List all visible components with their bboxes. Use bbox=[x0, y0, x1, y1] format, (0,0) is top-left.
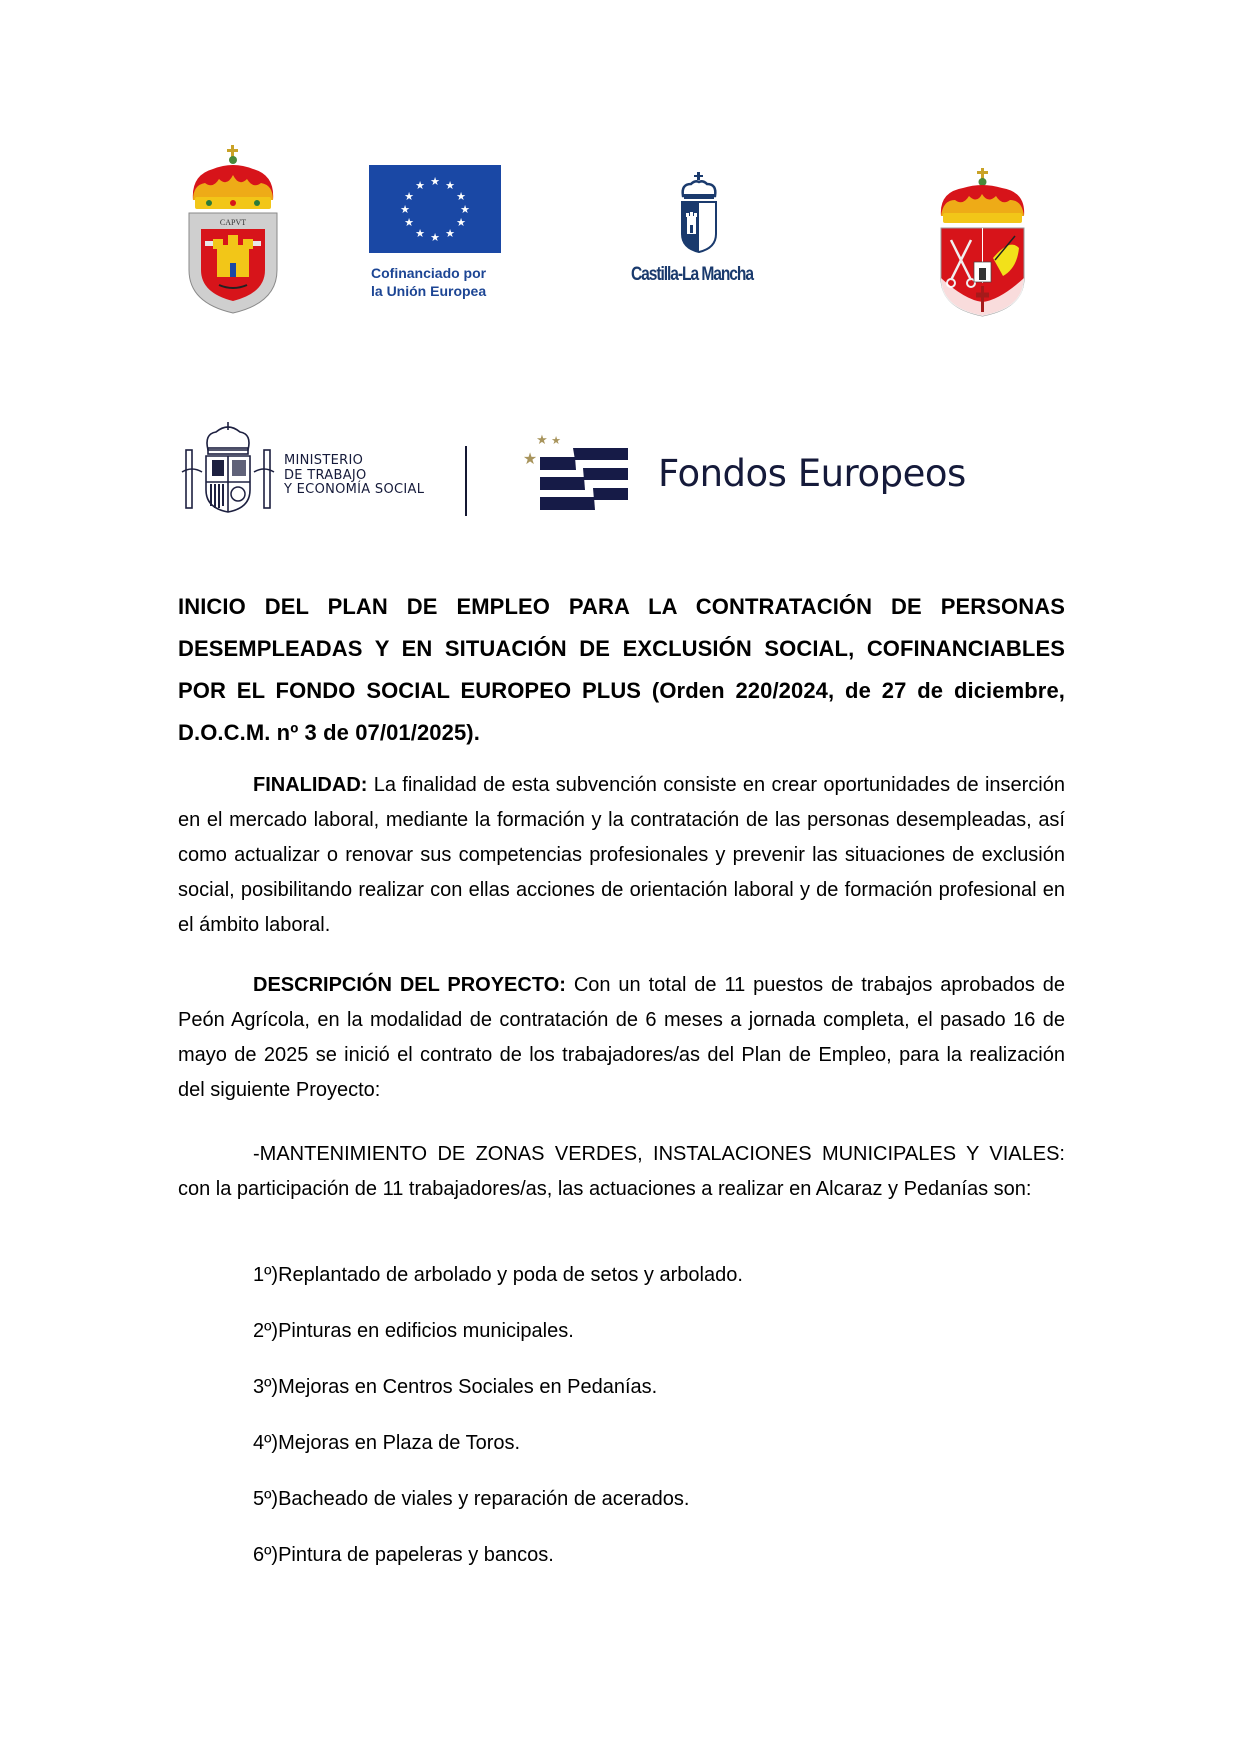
actuacion-item: 3º)Mejoras en Centros Sociales en Pedanías. bbox=[253, 1376, 658, 1398]
ministerio-line2: DE TRABAJO bbox=[284, 467, 367, 483]
svg-text:★: ★ bbox=[522, 449, 538, 468]
eu-cofinanced-logo bbox=[369, 165, 503, 305]
actuacion-item: 4º)Mejoras en Plaza de Toros. bbox=[253, 1432, 521, 1454]
coat-of-arms-icon bbox=[935, 168, 1030, 318]
svg-text:★: ★ bbox=[536, 433, 548, 448]
svg-text:★: ★ bbox=[445, 227, 455, 240]
mantenimiento-paragraph: -MANTENIMIENTO DE ZONAS VERDES, INSTALACIONES MUNICIPALES Y VIALES: con la participación de 11 trabajadores/as, las actuaciones a realizar en Alcaraz y Pedanías son: bbox=[178, 1143, 1065, 1200]
spain-coat-of-arms-icon bbox=[180, 420, 276, 515]
svg-text:★: ★ bbox=[400, 203, 410, 216]
descripcion-paragraph bbox=[178, 968, 1065, 1108]
fondos-europeos-flag-icon bbox=[518, 430, 638, 520]
eu-caption-line1: Cofinanciado por bbox=[371, 265, 487, 281]
actuacion-item: 2º)Pinturas en edificios municipales. bbox=[253, 1320, 574, 1342]
castilla-la-mancha-caption: Castilla-La Mancha bbox=[631, 264, 753, 285]
finalidad-paragraph bbox=[178, 768, 1065, 943]
eu-caption-line2: la Unión Europea bbox=[371, 283, 487, 299]
svg-text:★: ★ bbox=[404, 216, 414, 229]
castilla-la-mancha-crest-icon bbox=[677, 172, 721, 254]
logo-divider bbox=[465, 446, 467, 516]
ministerio-text bbox=[284, 454, 424, 498]
document-title: INICIO DEL PLAN DE EMPLEO PARA LA CONTRATACIÓN DE PERSONAS DESEMPLEADAS Y EN SITUACIÓN DE EXCLUSIÓN SOCIAL, COFINANCIABLES POR EL FONDO SOCIAL EUROPEO PLUS (Orden 220/2024, de 27 de diciembre, D.O.C.M. nº 3 de 07/01/2025). bbox=[178, 594, 1065, 745]
svg-text:★: ★ bbox=[551, 434, 561, 447]
fondos-europeos-label: Fondos Europeos bbox=[658, 452, 966, 495]
finalidad-text: La finalidad de esta subvención consiste en crear oportunidades de inserción en el mercado laboral, mediante la formación y la contratación de las personas desempleadas, así como actualizar o renovar sus competencias profesionales y prevenir las situaciones de exclusión social, posibilitando realizar con ellas acciones de orientación laboral y de formación profesional en el ámbito laboral. bbox=[178, 774, 1065, 936]
actuacion-item: 6º)Pintura de papeleras y bancos. bbox=[253, 1544, 554, 1566]
pedania-coat-of-arms-logo bbox=[935, 168, 1030, 318]
castilla-la-mancha-logo bbox=[625, 172, 775, 297]
coat-of-arms-icon bbox=[183, 145, 283, 315]
svg-text:★: ★ bbox=[456, 216, 466, 229]
svg-text:★: ★ bbox=[430, 175, 440, 188]
svg-text:★: ★ bbox=[404, 190, 414, 203]
finalidad-label: FINALIDAD: bbox=[253, 774, 368, 796]
actuacion-item: 1º)Replantado de arbolado y poda de setos y arbolado. bbox=[253, 1264, 743, 1286]
actuacion-item: 5º)Bacheado de viales y reparación de acerados. bbox=[253, 1488, 690, 1510]
fondos-europeos-logo bbox=[518, 430, 968, 520]
descripcion-label: DESCRIPCIÓN DEL PROYECTO: bbox=[253, 974, 566, 996]
svg-text:★: ★ bbox=[430, 231, 440, 244]
alcaraz-coat-of-arms-logo bbox=[183, 145, 283, 315]
svg-text:★: ★ bbox=[415, 179, 425, 192]
descripcion-text: Con un total de 11 puestos de trabajos aprobados de Peón Agrícola, en la modalidad de contratación de 6 meses a jornada completa, el pasado 16 de mayo de 2025 se inició el contrato de los trabajadores/as del Plan de Empleo, para la realización del siguiente Proyecto: bbox=[178, 974, 1065, 1101]
svg-text:CAPVT: CAPVT bbox=[219, 218, 247, 227]
svg-text:★: ★ bbox=[415, 227, 425, 240]
svg-text:★: ★ bbox=[456, 190, 466, 203]
eu-caption bbox=[371, 264, 486, 300]
eu-flag-icon bbox=[369, 165, 501, 253]
svg-text:★: ★ bbox=[445, 179, 455, 192]
ministerio-line3: Y ECONOMÍA SOCIAL bbox=[284, 482, 425, 497]
ministerio-trabajo-logo bbox=[180, 420, 470, 515]
svg-text:★: ★ bbox=[460, 203, 470, 216]
ministerio-line1: MINISTERIO bbox=[284, 453, 364, 468]
